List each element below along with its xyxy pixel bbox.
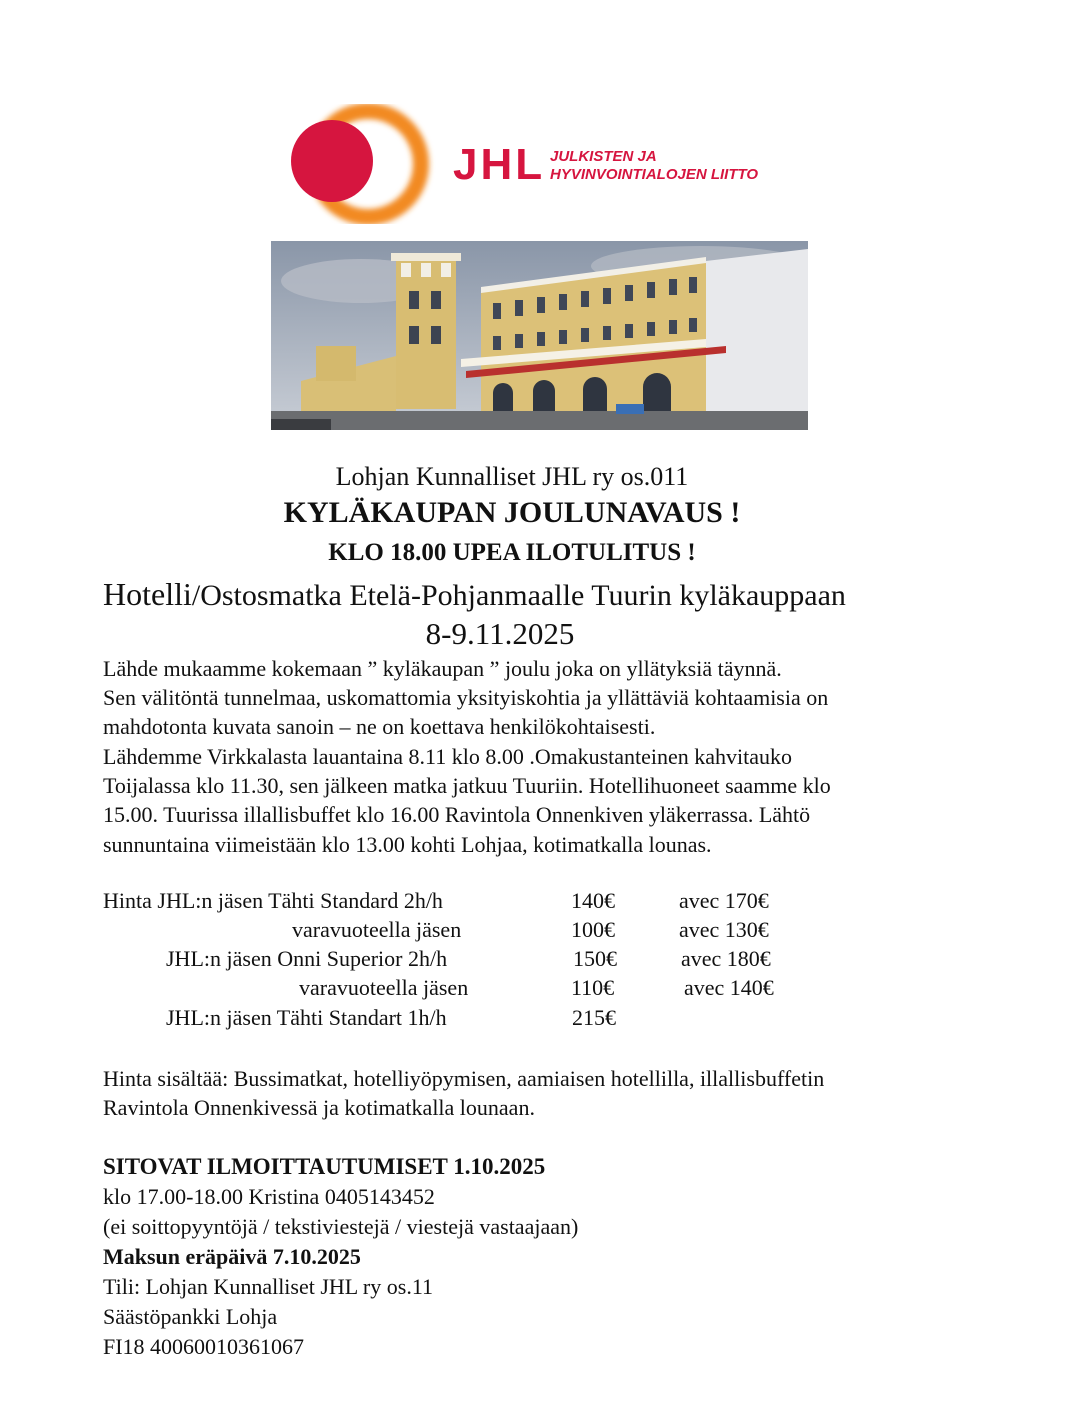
price-avec: avec 130€: [679, 917, 769, 942]
intro-line: Sen välitöntä tunnelmaa, uskomattomia yksityiskohtia ja yllättäviä kohtaamisia on: [103, 685, 829, 711]
price-avec: avec 170€: [679, 888, 769, 913]
schedule-paragraph: [103, 742, 831, 859]
registration-heading: SITOVAT ILMOITTAUTUMISET 1.10.2025: [103, 1154, 546, 1179]
includes-line: Ravintola Onnenkivessä ja kotimatkalla lounaan.: [103, 1095, 535, 1121]
price-value: 215€: [572, 1005, 616, 1030]
price-value: 150€: [573, 946, 617, 971]
price-includes: [103, 1064, 824, 1122]
trip-title-rest: /Ostosmatka Etelä-Pohjanmaalle Tuurin kyläkauppaan: [191, 579, 846, 612]
intro-line: mahdotonta kuvata sanoin – ne on koettava henkilökohtaisesti.: [103, 714, 656, 740]
price-value: 110€: [571, 975, 615, 1000]
jhl-logo: [290, 104, 790, 224]
price-label: varavuoteella jäsen: [299, 975, 469, 1000]
price-avec: avec 180€: [681, 946, 771, 971]
logo-tagline-1: JULKISTEN JA: [550, 148, 657, 165]
registration-note: (ei soittopyyntöjä / tekstiviestejä / viestejä vastaajaan): [103, 1214, 579, 1239]
event-title: KYLÄKAUPAN JOULUNAVAUS !: [283, 496, 741, 529]
jhl-logo-graphic: [290, 104, 790, 224]
price-value: 140€: [571, 888, 615, 913]
bank-account: Tili: Lohjan Kunnalliset JHL ry os.11: [103, 1274, 433, 1299]
intro-line: Lähde mukaamme kokemaan ” kyläkaupan ” joulu joka on yllätyksiä täynnä.: [103, 656, 782, 681]
registration-contact: klo 17.00-18.00 Kristina 0405143452: [103, 1184, 435, 1209]
organization-name: Lohjan Kunnalliset JHL ry os.011: [335, 462, 689, 491]
logo-brand: JHL: [453, 140, 546, 189]
includes-line: Hinta sisältää: Bussimatkat, hotelliyöpymisen, aamiaisen hotellilla, illallisbuffetin: [103, 1066, 825, 1091]
logo-tagline-2: HYVINVOINTIALOJEN LIITTO: [550, 166, 759, 183]
schedule-line: Toijalassa klo 11.30, sen jälkeen matka jatkuu Tuuriin. Hotellihuoneet saamme klo: [103, 773, 831, 799]
price-label: JHL:n jäsen Tähti Standart 1h/h: [166, 1005, 447, 1030]
price-avec: avec 140€: [684, 975, 774, 1000]
price-label: varavuoteella jäsen: [292, 917, 462, 942]
price-value: 100€: [571, 917, 615, 942]
registration-info: [103, 1152, 578, 1362]
schedule-line: sunnuntaina viimeistään klo 13.00 kohti Lohjaa, kotimatkalla lounas.: [103, 831, 712, 857]
bank-name: Säästöpankki Lohja: [103, 1304, 278, 1329]
trip-title: [103, 576, 846, 613]
trip-title-prefix: Hotelli: [103, 576, 192, 612]
iban: FI18 40060010361067: [103, 1334, 305, 1359]
payment-due-date: Maksun eräpäivä 7.10.2025: [103, 1244, 361, 1269]
building-photo-graphic: [271, 241, 808, 430]
red-dot-icon: [291, 120, 373, 202]
price-label: JHL:n jäsen Onni Superior 2h/h: [166, 946, 448, 971]
trip-dates: 8-9.11.2025: [425, 616, 575, 651]
fireworks-notice: KLO 18.00 UPEA ILOTULITUS !: [328, 539, 696, 566]
schedule-line: Lähdemme Virkkalasta lauantaina 8.11 klo 8.00 .Omakustanteinen kahvitauko: [103, 744, 793, 769]
intro-paragraph: [103, 654, 828, 742]
building-photo: [271, 241, 808, 430]
price-label: Hinta JHL:n jäsen Tähti Standard 2h/h: [103, 888, 443, 913]
schedule-line: 15.00. Tuurissa illallisbuffet klo 16.00 Ravintola Onnenkiven yläkerrassa. Lähtö: [103, 802, 811, 828]
